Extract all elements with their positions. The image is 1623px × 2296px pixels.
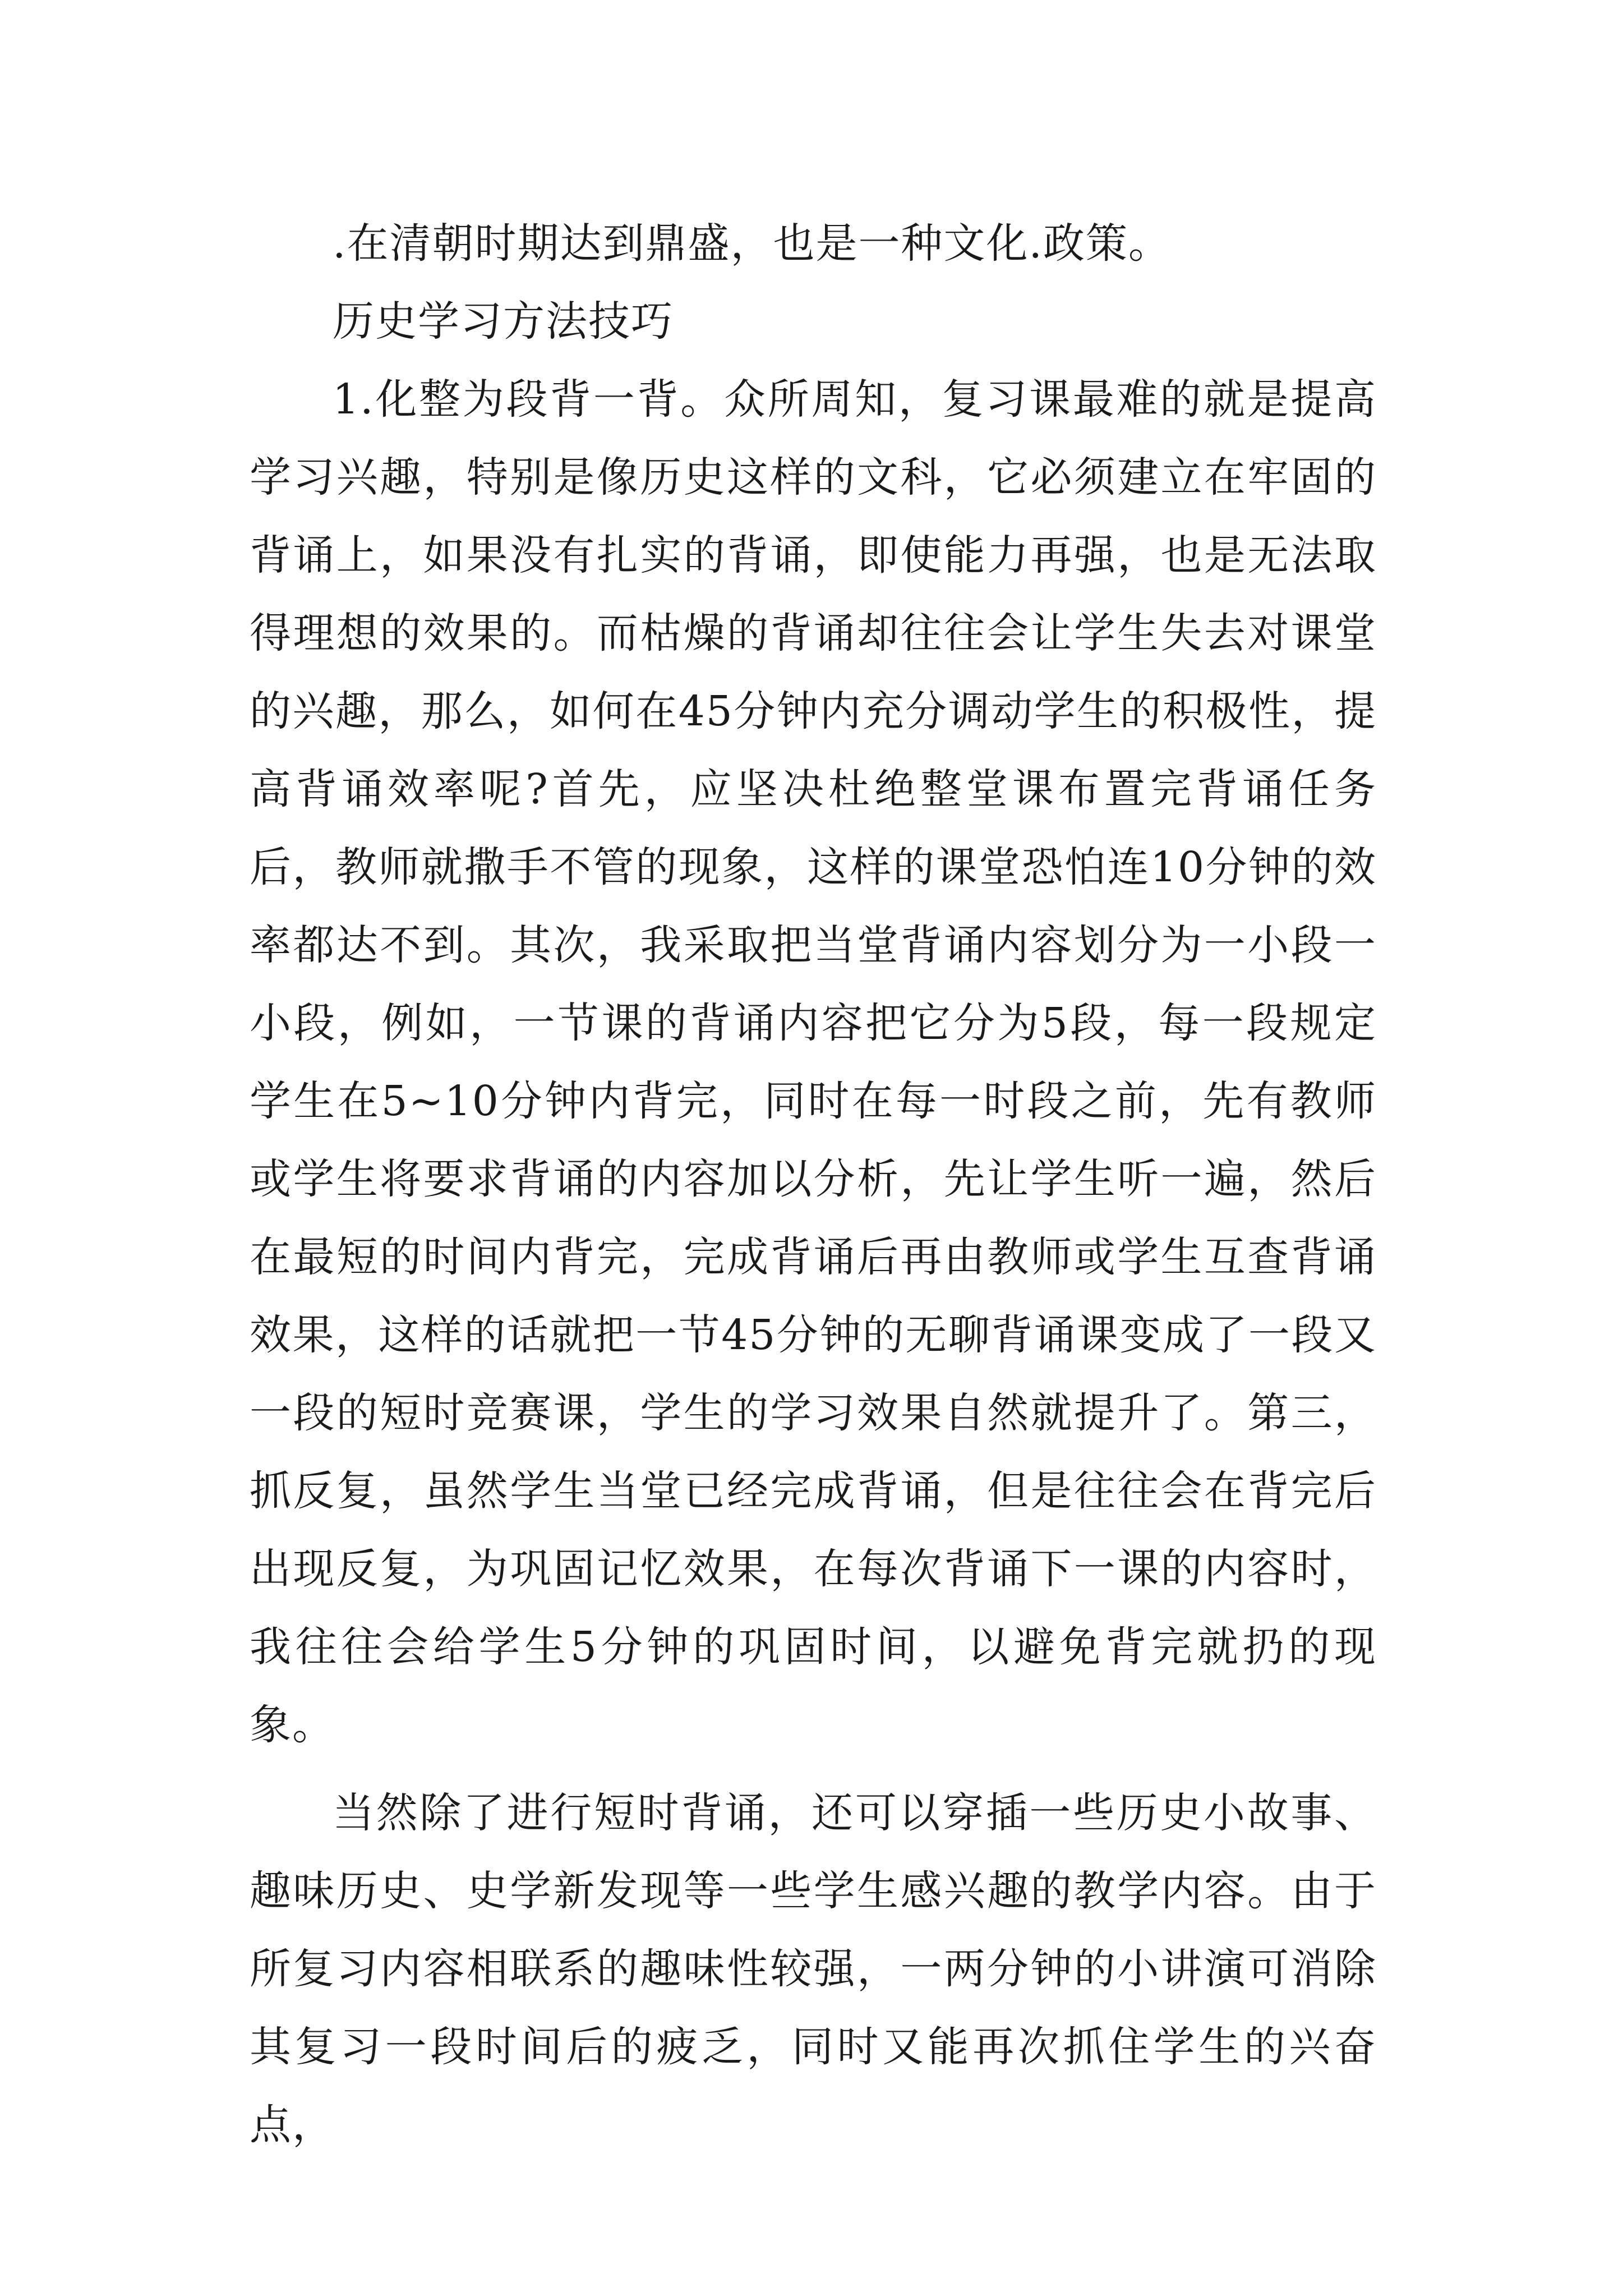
paragraph-intro: .在清朝时期达到鼎盛，也是一种文化.政策。 xyxy=(333,219,1172,268)
document-body xyxy=(250,205,1377,2164)
paragraph-method-2: 当然除了进行短时背诵，还可以穿插一些历史小故事、趣味历史、史学新发现等一些学生感兴趣的教学内容。由于所复习内容相联系的趣味性较强，一两分钟的小讲演可消除其复习一段时间后的疲乏，同时又能再次抓住学生的兴奋点， xyxy=(250,1789,1377,2149)
paragraph-method-1: 1.化整为段背一背。众所周知，复习课最难的就是提高学习兴趣，特别是像历史这样的文科，它必须建立在牢固的背诵上，如果没有扎实的背诵，即使能力再强，也是无法取得理想的效果的。而枯燥的背诵却往往会让学生失去对课堂的兴趣，那么，如何在45分钟内充分调动学生的积极性，提高背诵效率呢?首先，应坚决杜绝整堂课布置完背诵任务后，教师就撒手不管的现象，这样的课堂恐怕连10分钟的效率都达不到。其次，我采取把当堂背诵内容划分为一小段一小段，例如，一节课的背诵内容把它分为5段，每一段规定学生在5~10分钟内背完，同时在每一时段之前，先有教师或学生将要求背诵的内容加以分析，先让学生听一遍，然后在最短的时间内背完，完成背诵后再由教师或学生互查背诵效果，这样的话就把一节45分钟的无聊背诵课变成了一段又一段的短时竞赛课，学生的学习效果自然就提升了。第三，抓反复，虽然学生当堂已经完成背诵，但是往往会在背完后出现反复，为巩固记忆效果，在每次背诵下一课的内容时，我往往会给学生5分钟的巩固时间，以避免背完就扔的现象。 xyxy=(250,375,1377,1749)
section-heading: 历史学习方法技巧 xyxy=(333,297,674,346)
